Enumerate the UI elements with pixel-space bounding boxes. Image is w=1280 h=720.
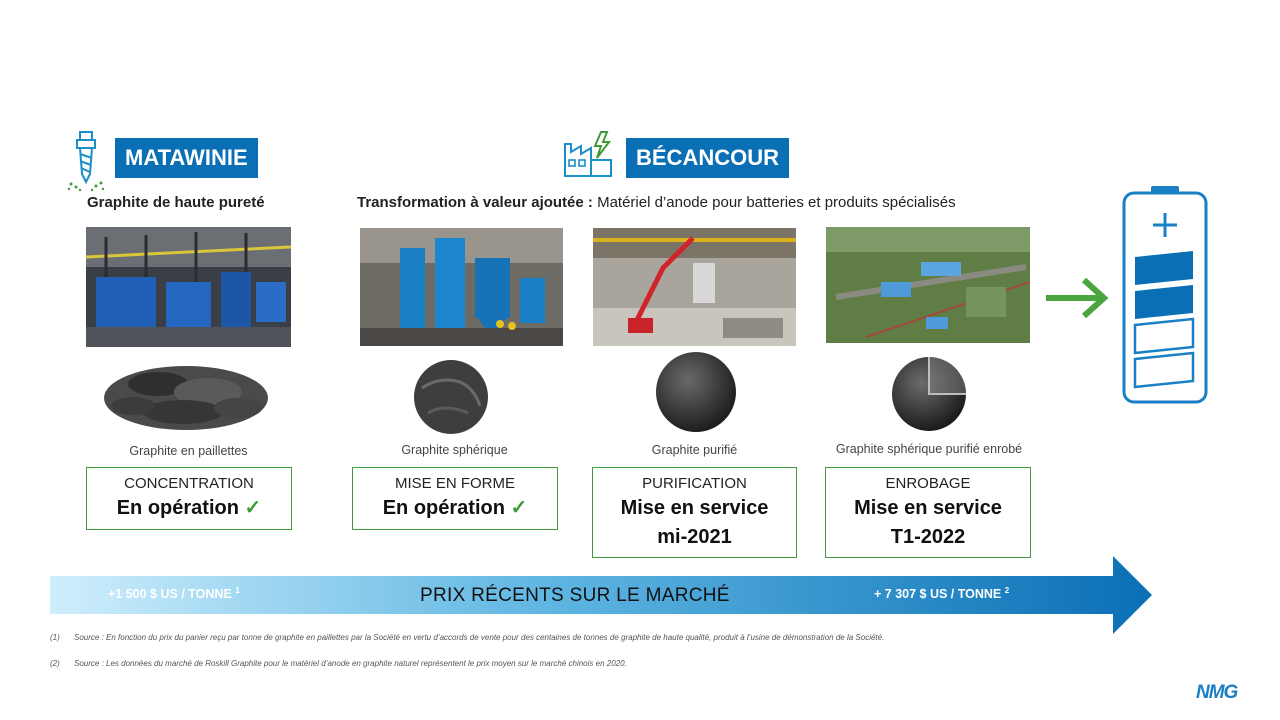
photo-purification-plant [593, 228, 796, 346]
purified-graphite-image [653, 350, 739, 434]
battery-icon [1121, 185, 1209, 405]
stage-status [353, 494, 557, 523]
stage-name: PURIFICATION [642, 475, 747, 492]
nmg-logo: NMG [1196, 682, 1238, 703]
matawinie-title: MATAWINIE [115, 138, 258, 178]
footnote-2 [50, 658, 970, 669]
price-high-footnote-ref: 2 [1004, 586, 1010, 595]
becancour-subtitle [357, 194, 956, 211]
caption-purified-graphite: Graphite purifié [651, 443, 738, 457]
stage-name: CONCENTRATION [124, 475, 254, 492]
stage-status [87, 494, 291, 523]
flake-graphite-image [98, 354, 273, 434]
stage-status-text: En opération [116, 497, 239, 519]
arrow-right-icon [1044, 276, 1110, 320]
footnote-text: Source : Les données du marché de Roskill Graphite pour le matériel d’anode en graphite naturel représentent le prix moyen sur le marché chinois en 2020. [74, 659, 627, 668]
photo-shaping-plant [360, 228, 563, 346]
stage-name: MISE EN FORME [394, 475, 515, 492]
caption-spherical-graphite: Graphite sphérique [401, 443, 508, 457]
stage-status-text: En opération [382, 497, 505, 519]
stage-status-line-1: Mise en service [854, 497, 1002, 519]
check-icon: ✓ [510, 497, 528, 519]
price-low [108, 586, 240, 601]
price-arrow-label: PRIX RÉCENTS SUR LE MARCHÉ [420, 585, 730, 606]
footnote-text: Source : En fonction du prix du panier reçu par tonne de graphite en paillettes par la Société en vertu d’accords de vente pour des centaines de tonnes de graphite de haute qualité, produit à l’usine de démonstration de la Société. [74, 633, 885, 642]
price-high-value: + 7 307 $ US / TONNE [874, 587, 1002, 602]
becancour-subtitle-rest: Matériel d’anode pour batteries et produits spécialisés [592, 194, 956, 211]
caption-coated-graphite: Graphite sphérique purifié enrobé [835, 442, 1023, 456]
factory-icon [561, 130, 617, 180]
footnote-number: (2) [50, 659, 60, 668]
price-high [874, 586, 1009, 601]
stage-status-line-2: mi-2021 [657, 526, 732, 548]
stage-status-line-1: Mise en service [620, 497, 769, 519]
drill-icon [66, 130, 106, 192]
caption-flake-graphite: Graphite en paillettes [129, 444, 248, 458]
footnote-number: (1) [50, 633, 60, 642]
footnote-1 [50, 632, 970, 643]
coated-graphite-image [889, 355, 969, 433]
stage-purification [592, 467, 797, 558]
stage-coating [825, 467, 1031, 558]
price-low-value: +1 500 $ US / TONNE [108, 587, 232, 602]
spherical-graphite-image [410, 358, 492, 436]
price-low-footnote-ref: 1 [235, 586, 240, 595]
becancour-subtitle-bold: Transformation à valeur ajoutée : [357, 194, 593, 211]
becancour-title: BÉCANCOUR [626, 138, 789, 178]
stage-concentration [86, 467, 292, 530]
stage-name: ENROBAGE [885, 475, 971, 492]
stage-shaping [352, 467, 558, 530]
photo-concentration-plant [86, 227, 291, 347]
matawinie-subtitle: Graphite de haute pureté [87, 194, 265, 211]
check-icon: ✓ [244, 497, 262, 519]
photo-coating-site-aerial [826, 227, 1030, 343]
stage-status-line-2: T1-2022 [890, 526, 966, 548]
